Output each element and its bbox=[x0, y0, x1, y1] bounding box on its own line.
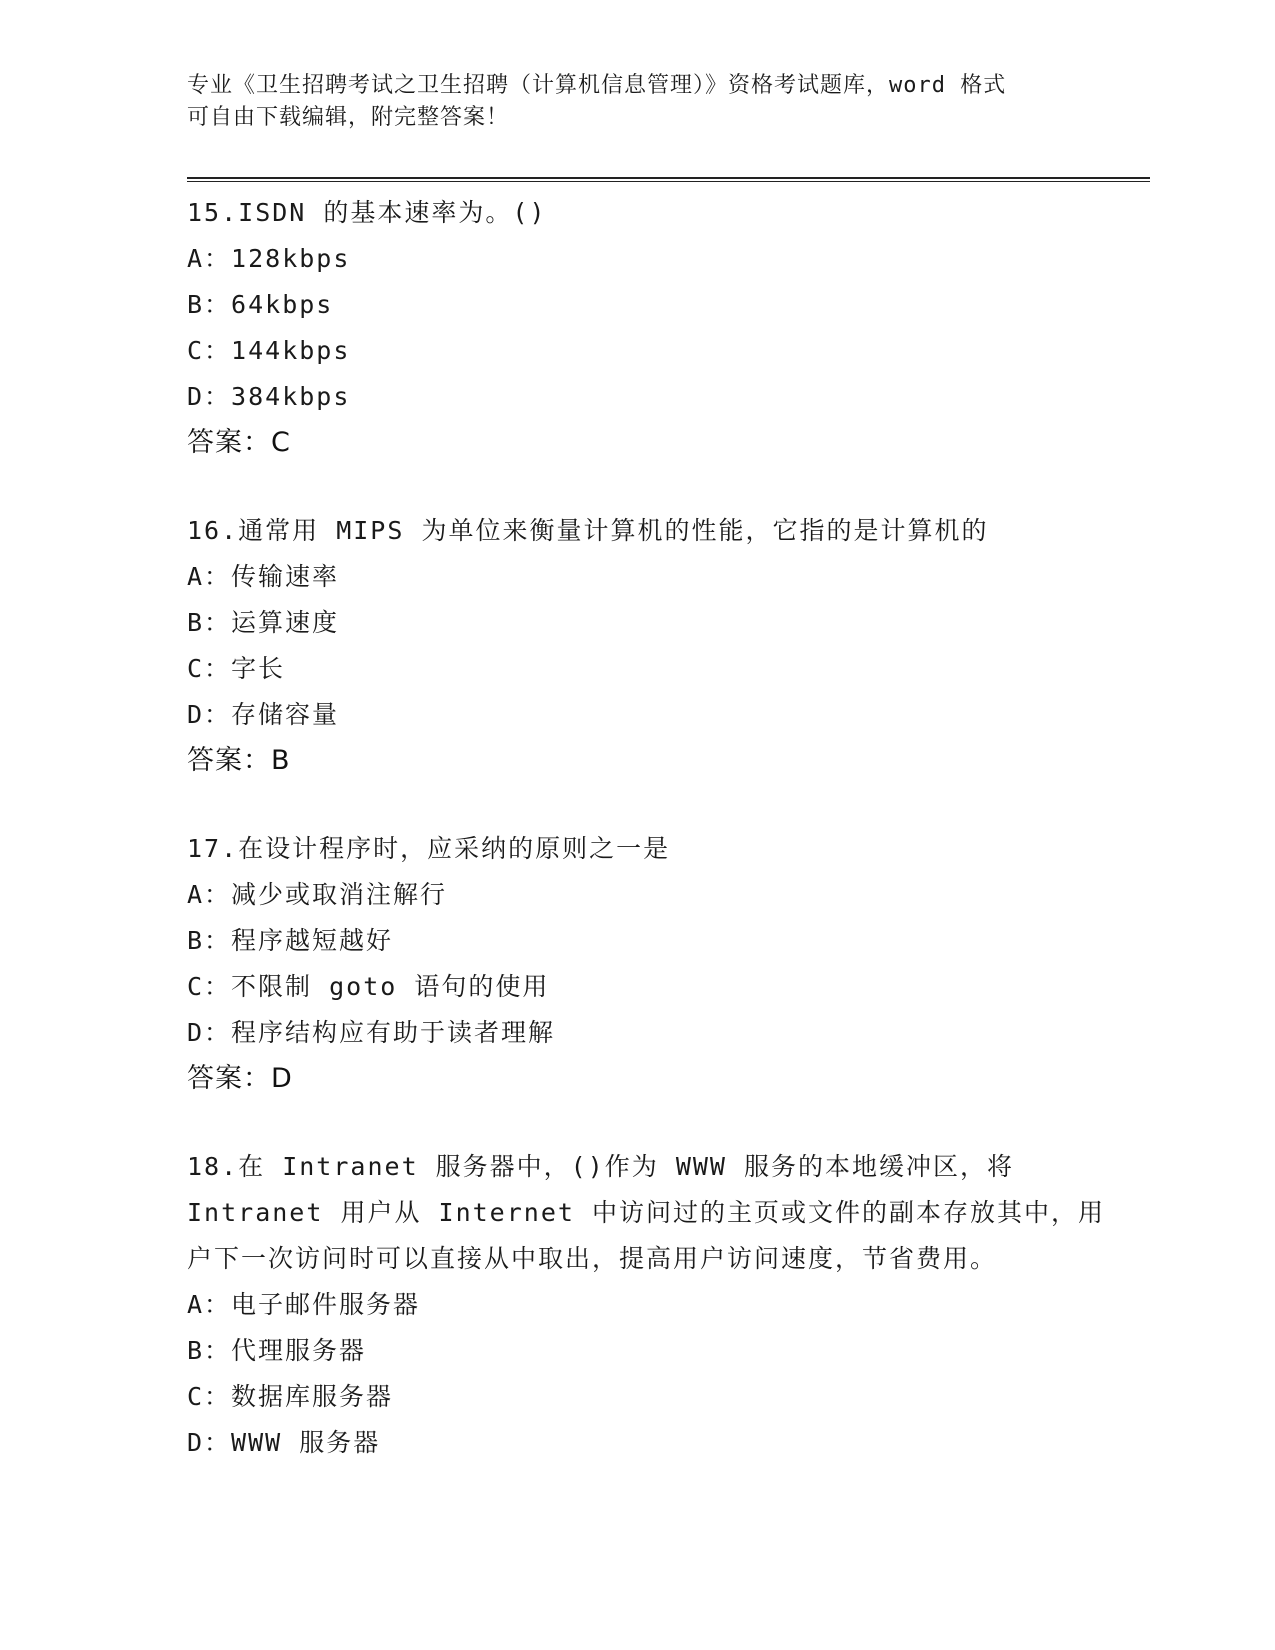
spacer bbox=[187, 784, 1087, 826]
option-a: A：减少或取消注解行 bbox=[187, 880, 448, 909]
spacer bbox=[187, 1102, 1087, 1144]
question-stem: 16.通常用 MIPS 为单位来衡量计算机的性能，它指的是计算机的 bbox=[187, 516, 989, 545]
header-divider bbox=[187, 177, 1150, 179]
option-c: C：数据库服务器 bbox=[187, 1382, 394, 1411]
header-divider-thin bbox=[187, 181, 1150, 182]
question-stem: 15.ISDN 的基本速率为。() bbox=[187, 198, 547, 227]
question-stem-line-1: 18.在 Intranet 服务器中，()作为 WWW 服务的本地缓冲区，将 bbox=[187, 1152, 1015, 1181]
question-stem-line-2: Intranet 用户从 Internet 中访问过的主页或文件的副本存放其中，用 bbox=[187, 1198, 1105, 1227]
answer-text: 答案：D bbox=[187, 1063, 293, 1094]
question-18 bbox=[187, 1144, 1105, 1466]
option-b: B：代理服务器 bbox=[187, 1336, 367, 1365]
header-line-1: 专业《卫生招聘考试之卫生招聘（计算机信息管理）》资格考试题库，word 格式 bbox=[187, 73, 1007, 98]
option-c: C：不限制 goto 语句的使用 bbox=[187, 972, 550, 1001]
option-b: B：程序越短越好 bbox=[187, 926, 394, 955]
option-a: A：128kbps bbox=[187, 244, 351, 273]
answer-text: 答案：B bbox=[187, 745, 291, 776]
question-stem-line-3: 户下一次访问时可以直接从中取出，提高用户访问速度，节省费用。 bbox=[187, 1244, 998, 1273]
option-a: A：传输速率 bbox=[187, 562, 340, 591]
document-header bbox=[187, 70, 1087, 134]
option-d: D：384kbps bbox=[187, 382, 351, 411]
spacer bbox=[187, 466, 1087, 508]
answer-text: 答案：C bbox=[187, 427, 291, 458]
question-stem: 17.在设计程序时，应采纳的原则之一是 bbox=[187, 834, 671, 863]
question-list bbox=[187, 190, 1105, 1466]
option-a: A：电子邮件服务器 bbox=[187, 1290, 421, 1319]
option-b: B：运算速度 bbox=[187, 608, 340, 637]
option-d: D：存储容量 bbox=[187, 700, 340, 729]
option-d: D：WWW 服务器 bbox=[187, 1428, 381, 1457]
option-c: C：144kbps bbox=[187, 336, 351, 365]
question-15 bbox=[187, 190, 1087, 466]
option-c: C：字长 bbox=[187, 654, 286, 683]
option-b: B：64kbps bbox=[187, 290, 334, 319]
question-17 bbox=[187, 826, 1087, 1102]
question-16 bbox=[187, 508, 1087, 784]
header-line-2: 可自由下载编辑，附完整答案！ bbox=[187, 105, 510, 130]
option-d: D：程序结构应有助于读者理解 bbox=[187, 1018, 556, 1047]
